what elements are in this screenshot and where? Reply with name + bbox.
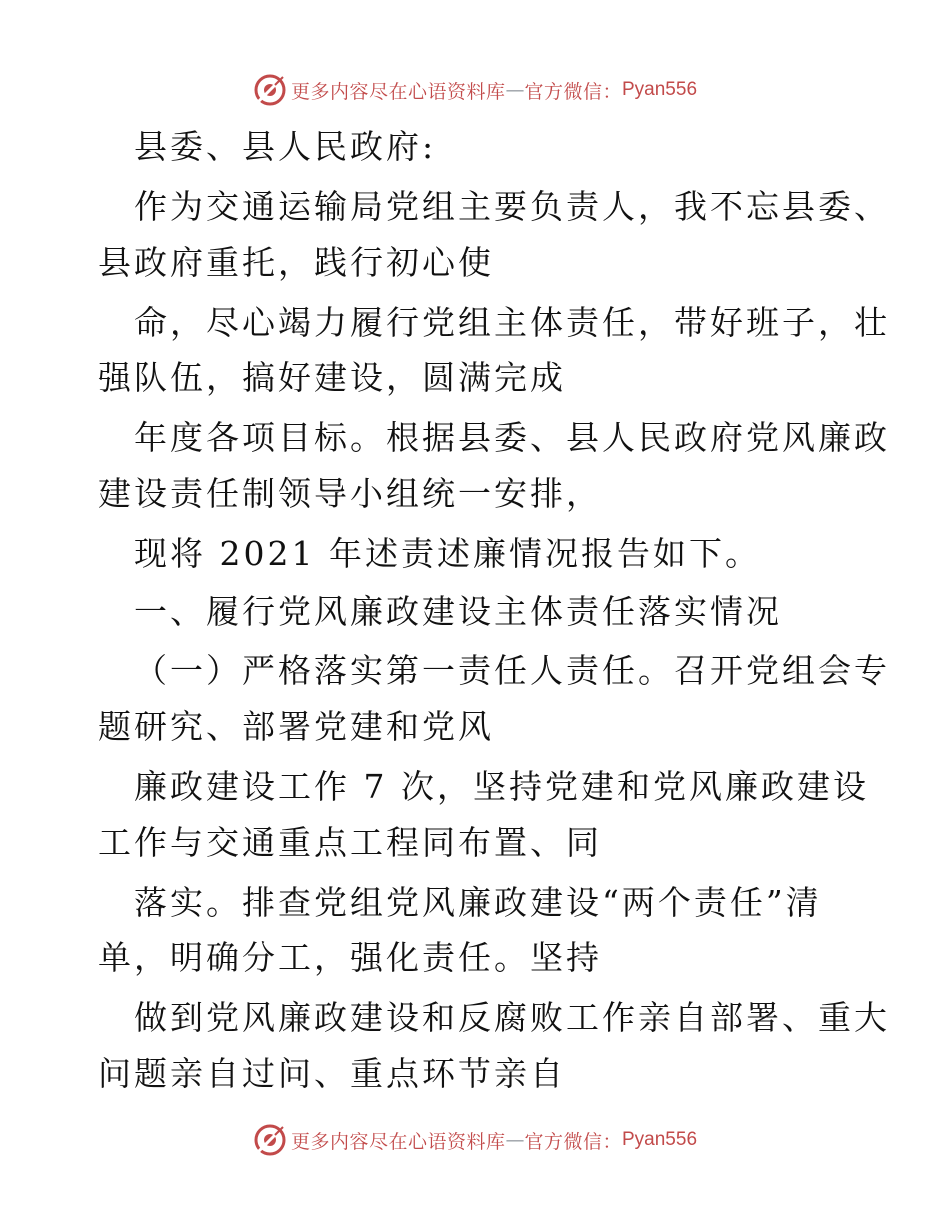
watermark-text: 更多内容尽在心语资料库 <box>290 80 506 103</box>
watermark-text: 更多内容尽在心语资料库 <box>290 1130 506 1153</box>
text-line: （一）严格落实第一责任人责任。召开党组会专 <box>134 651 890 690</box>
text-line: 题研究、部署党建和党风 <box>98 707 494 746</box>
text-line: 年度各项目标。根据县委、县人民政府党风廉政 <box>134 418 890 457</box>
text-line: 工作与交通重点工程同布置、同 <box>98 823 602 862</box>
footer-watermark <box>0 1120 950 1160</box>
watermark-label: 官方微信： <box>524 1130 622 1153</box>
text-line: 一、履行党风廉政建设主体责任落实情况 <box>134 592 782 631</box>
watermark-separator: — <box>505 79 525 101</box>
text-line: 作为交通运输局党组主要负责人，我不忘县委、 <box>134 187 890 226</box>
text-line: 强队伍，搞好建设，圆满完成 <box>98 358 566 397</box>
text-line: 做到党风廉政建设和反腐败工作亲自部署、重大 <box>134 998 890 1037</box>
quill-seal-icon <box>253 73 287 107</box>
text-line: 县政府重托，践行初心使 <box>98 243 494 282</box>
text-line: 落实。排查党组党风廉政建设“两个责任”清 <box>134 883 822 922</box>
watermark-label: 官方微信： <box>524 80 622 103</box>
text-line: 命，尽心竭力履行党组主体责任，带好班子，壮 <box>134 303 890 342</box>
text-line: 现将 2021 年述责述廉情况报告如下。 <box>134 534 761 573</box>
text-line: 单，明确分工，强化责任。坚持 <box>98 938 602 977</box>
watermark-id: Pyan556 <box>622 1129 698 1150</box>
text-line: 问题亲自过问、重点环节亲自 <box>98 1054 566 1093</box>
watermark-id: Pyan556 <box>622 79 698 100</box>
quill-seal-icon <box>253 1123 287 1157</box>
watermark-separator: — <box>505 1129 525 1151</box>
text-line: 廉政建设工作 7 次，坚持党建和党风廉政建设 <box>134 767 869 806</box>
text-line: 建设责任制领导小组统一安排， <box>98 474 602 513</box>
header-watermark <box>0 70 950 110</box>
text-line: 县委、县人民政府: <box>134 127 437 166</box>
